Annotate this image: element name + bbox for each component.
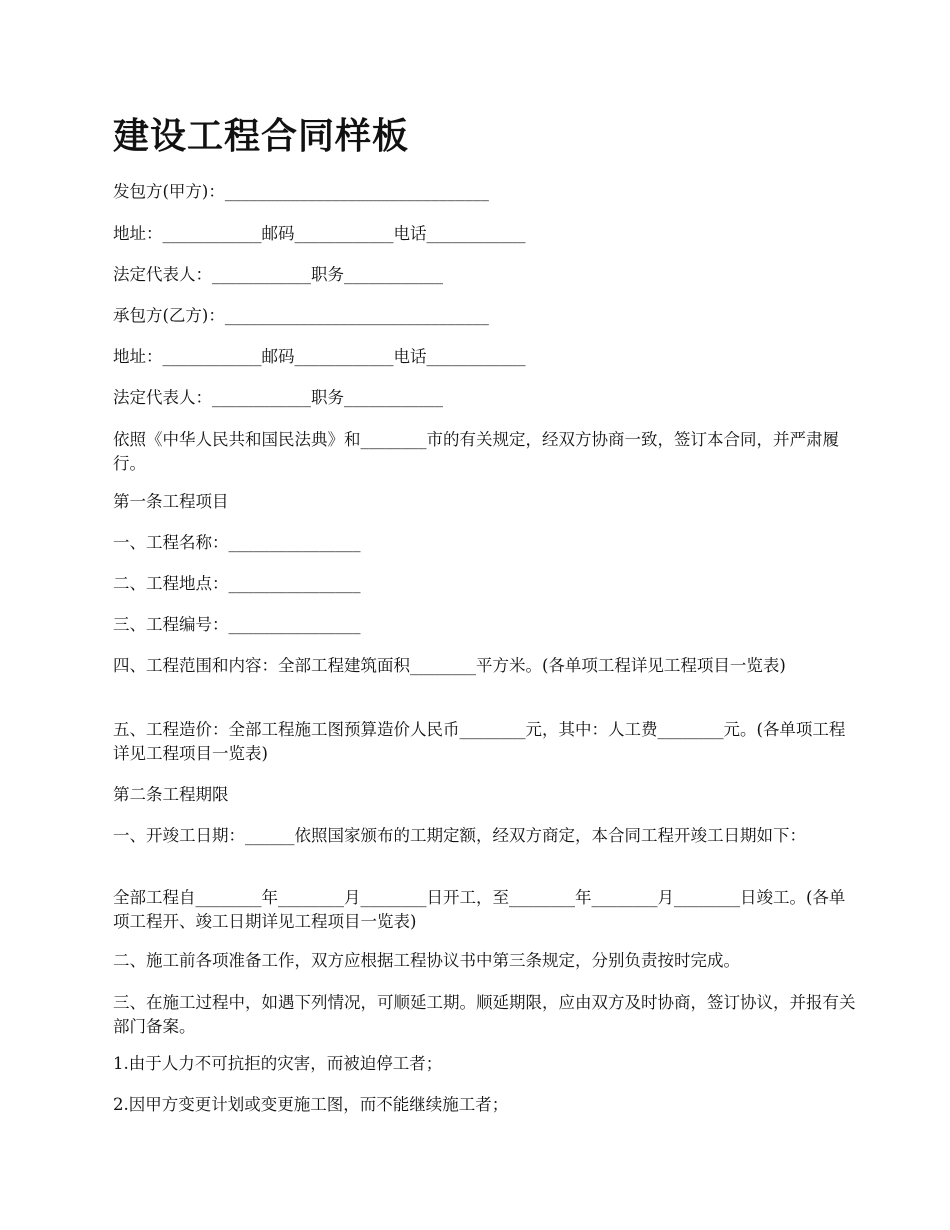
party-a-representative-line: 法定代表人：____________职务____________ [113, 265, 443, 284]
party-a-line: 发包方(甲方)：________________________________ [113, 182, 489, 201]
project-number-line: 三、工程编号：________________ [113, 615, 361, 634]
party-b-representative-line: 法定代表人：____________职务____________ [113, 388, 443, 407]
extension-item-2: 2.因甲方变更计划或变更施工图，而不能继续施工者； [113, 1095, 509, 1114]
document-title: 建设工程合同样板 [113, 115, 410, 157]
preparation-paragraph: 二、施工前各项准备工作，双方应根据工程协议书中第三条规定，分别负责按时完成。 [113, 951, 740, 970]
extension-item-1: 1.由于人力不可抗拒的灾害，而被迫停工者； [113, 1054, 443, 1073]
party-a-address-line: 地址：____________邮码____________电话____________ [113, 224, 526, 243]
project-cost-paragraph: 五、工程造价：全部工程施工图预算造价人民币________元，其中：人工费________元。(各单项工程详见工程项目一览表) [113, 720, 846, 763]
article-1-heading: 第一条工程项目 [113, 492, 229, 511]
party-b-address-line: 地址：____________邮码____________电话____________ [113, 347, 526, 366]
project-name-line: 一、工程名称：________________ [113, 533, 361, 552]
schedule-full-project-paragraph: 全部工程自________年________月________日开工，至________年________月________日竣工。(各单项工程开、竣工日期详见工程项目一览表) [113, 888, 846, 931]
extension-paragraph: 三、在施工过程中，如遇下列情况，可顺延工期。顺延期限，应由双方及时协商，签订协议，并报有关部门备案。 [113, 993, 856, 1036]
project-location-line: 二、工程地点：________________ [113, 574, 361, 593]
party-b-line: 承包方(乙方)：________________________________ [113, 306, 489, 325]
article-2-heading: 第二条工程期限 [113, 785, 229, 804]
preamble-paragraph: 依照《中华人民共和国民法典》和________市的有关规定，经双方协商一致，签订本合同，并严肃履行。 [113, 430, 839, 473]
project-scope-paragraph: 四、工程范围和内容：全部工程建筑面积________平方米。(各单项工程详见工程项目一览表) [113, 656, 786, 675]
schedule-dates-paragraph: 一、开竣工日期：______依照国家颁布的工期定额，经双方商定，本合同工程开竣工日期如下： [113, 826, 806, 845]
